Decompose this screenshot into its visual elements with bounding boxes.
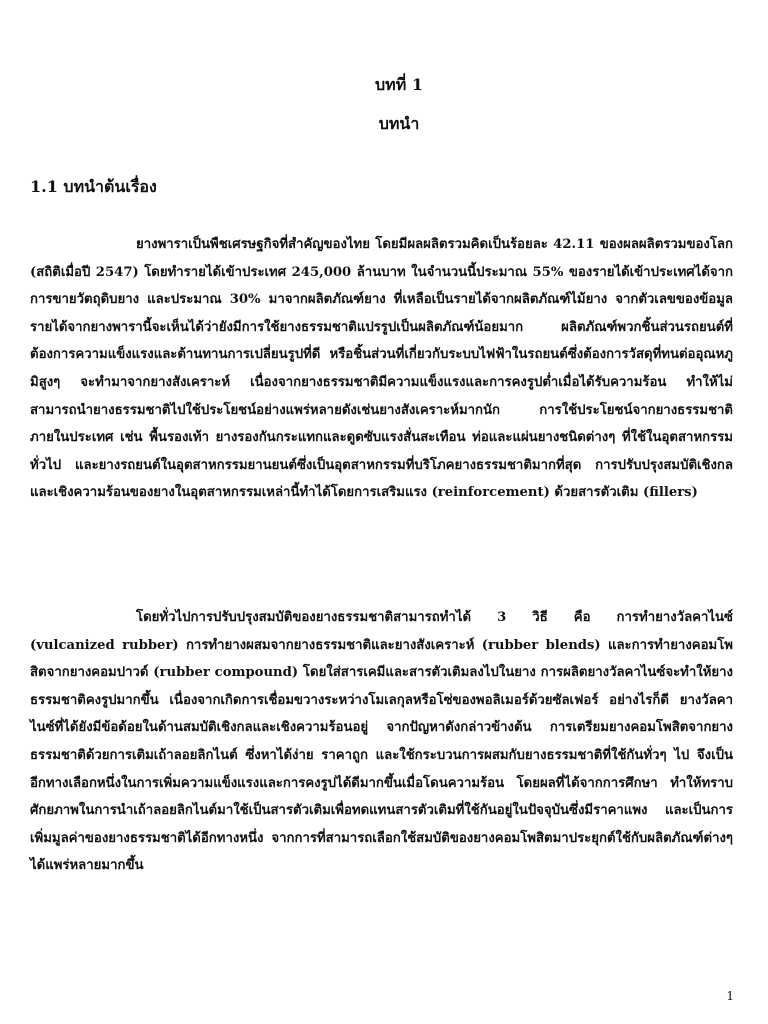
- page-number: 1: [726, 989, 734, 1003]
- chapter-title: บทนำ: [378, 114, 420, 133]
- body-paragraph: ยางพาราเป็นพืชเศรษฐกิจที่สำคัญของไทย โดยมีผลผลิตรวมคิดเป็นร้อยละ 42.11 ของผลผลิตรวมของโลก (สถิติเมื่อปี 2547) โดยทำรายได้เข้าประเทศ 245,000 ล้านบาท ในจำนวนนี้ประมาณ 55% ของรายได้เข้าประเทศได้จากการขายวัตถุดิบยาง และประมาณ 30% มาจากผลิตภัณฑ์ยาง ที่เหลือเป็นรายได้จากผลิตภัณฑ์ไม้ยาง จากตัวเลขของข้อมูลรายได้จากยางพารานี้จะเห็นได้ว่ายังมีการใช้ยางธรรมชาติแปรรูปเป็นผลิตภัณฑ์น้อยมาก ผลิตภัณฑ์พวกชิ้นส่วนรถยนต์ที่ต้องการความแข็งแรงและต้านทานการเปลี่ยนรูปที่ดี หรือชิ้นส่วนที่เกี่ยวกับระบบไฟฟ้าในรถยนต์ซึ่งต้องการวัสดุที่ทนต่ออุณหภูมิสูงๆ จะทำมาจากยางสังเคราะห์ เนื่องจากยางธรรมชาติมีความแข็งแรงและการคงรูปต่ำเมื่อได้รับความร้อน ทำให้ไม่สามารถนำยางธรรมชาติไปใช้ประโยชน์อย่างแพร่หลายดังเช่นยางสังเคราะห์มากนัก การใช้ประโยชน์จากยางธรรมชาติภายในประเทศ เช่น พื้นรองเท้า ยางรองกันกระแทกและดูดซับแรงสั่นสะเทือน ท่อและแผ่นยางชนิดต่างๆ ที่ใช้ในอุตสาหกรรมทั่วไป และยางรถยนต์ในอุตสาหกรรมยานยนต์ซึ่งเป็นอุตสาหกรรมที่บริโภคยางธรรมชาติมากที่สุด การปรับปรุงสมบัติเชิงกลและเชิงความร้อนของยางในอุตสาหกรรมเหล่านี้ทำได้โดยการเสริมแรง (reinforcement) ด้วยสารตัวเติม (fillers): [30, 237, 733, 501]
- body-paragraph: โดยทั่วไปการปรับปรุงสมบัติของยางธรรมชาติสามารถทำได้ 3 วิธี คือ การทำยางวัลคาไนซ์ (vulcanized rubber) การทำยางผสมจากยางธรรมชาติและยางสังเคราะห์ (rubber blends) และการทำยางคอมโพสิตจากยางคอมปาวด์ (rubber compound) โดยใส่สารเคมีและสารตัวเติมลงไปในยาง การผลิตยางวัลคาไนซ์จะทำให้ยางธรรมชาติคงรูปมากขึ้น เนื่องจากเกิดการเชื่อมขวางระหว่างโมเลกุลหรือโซ่ของพอลิเมอร์ด้วยซัลเฟอร์ อย่างไรก็ดี ยางวัลคาไนซ์ที่ได้ยังมีข้อด้อยในด้านสมบัติเชิงกลและเชิงความร้อนอยู่ จากปัญหาดังกล่าวข้างต้น การเตรียมยางคอมโพสิตจากยางธรรมชาติด้วยการเติมเถ้าลอยลิกไนต์ ซึ่งหาได้ง่าย ราคาถูก และใช้กระบวนการผสมกับยางธรรมชาติที่ใช้กันทั่วๆ ไป จึงเป็นอีกทางเลือกหนึ่งในการเพิ่มความแข็งแรงและการคงรูปได้ดีมากขึ้นเมื่อโดนความร้อน โดยผลที่ได้จากการศึกษา ทำให้ทราบศักยภาพในการนำเถ้าลอยลิกไนต์มาใช้เป็นสารตัวเติมเพื่อทดแทนสารตัวเติมที่ใช้กันอยู่ในปัจจุบันซึ่งมีราคาแพง และเป็นการเพิ่มมูลค่าของยางธรรมชาติได้อีกทางหนึ่ง จากการที่สามารถเลือกใช้สมบัติของยางคอมโพสิตมาประยุกต์ใช้กับผลิตภัณฑ์ต่างๆ ได้แพร่หลายมากขึ้น: [30, 610, 733, 874]
- section-heading: 1.1 บทนำต้นเรื่อง: [30, 177, 157, 196]
- body-paragraph-2-block: [30, 604, 733, 880]
- body-paragraph-1-block: [30, 231, 733, 507]
- chapter-number: บทที่ 1: [375, 75, 423, 94]
